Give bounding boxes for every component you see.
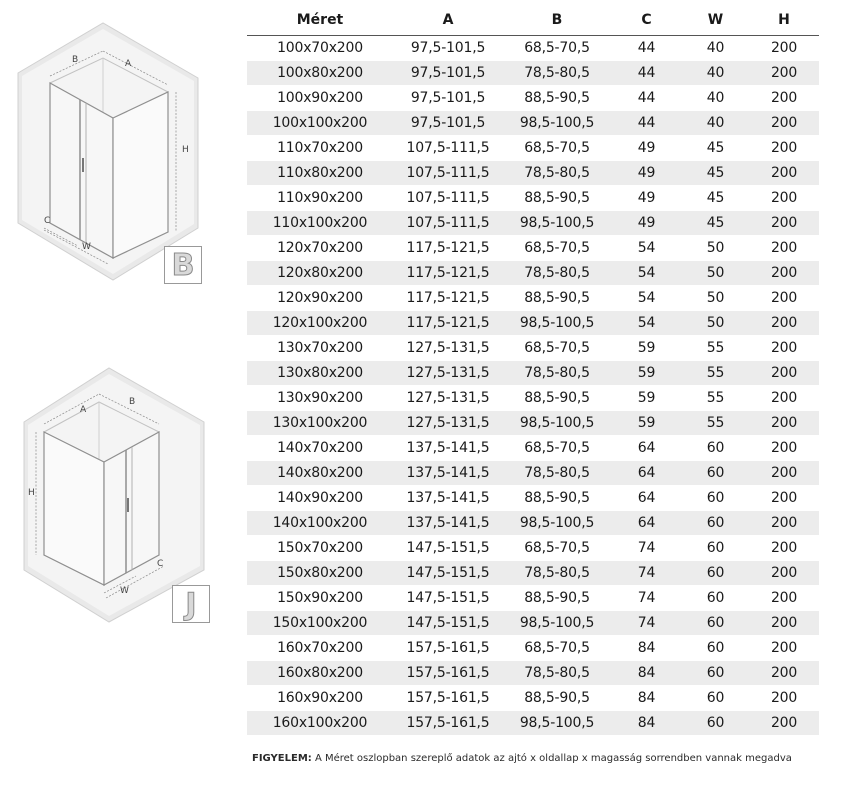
table-row bbox=[247, 661, 819, 686]
dim-label-h: H bbox=[28, 488, 35, 498]
cell-w: 40 bbox=[682, 111, 749, 136]
cell-w: 45 bbox=[682, 186, 749, 211]
column-header-h: H bbox=[749, 4, 819, 36]
cell-c: 64 bbox=[611, 461, 682, 486]
cell-h: 200 bbox=[749, 411, 819, 436]
table-row bbox=[247, 361, 819, 386]
cell-w: 45 bbox=[682, 136, 749, 161]
cell-size: 110x80x200 bbox=[247, 161, 393, 186]
cell-w: 60 bbox=[682, 461, 749, 486]
dim-label-a: A bbox=[80, 405, 87, 415]
cell-b: 78,5-80,5 bbox=[503, 261, 611, 286]
cell-a: 147,5-151,5 bbox=[393, 536, 503, 561]
cell-a: 147,5-151,5 bbox=[393, 586, 503, 611]
cell-size: 160x90x200 bbox=[247, 686, 393, 711]
cell-w: 40 bbox=[682, 61, 749, 86]
cell-b: 78,5-80,5 bbox=[503, 461, 611, 486]
cell-c: 74 bbox=[611, 586, 682, 611]
cell-size: 130x100x200 bbox=[247, 411, 393, 436]
cell-a: 97,5-101,5 bbox=[393, 36, 503, 61]
column-header-b: B bbox=[503, 4, 611, 36]
cell-c: 44 bbox=[611, 86, 682, 111]
cell-h: 200 bbox=[749, 661, 819, 686]
cell-c: 64 bbox=[611, 486, 682, 511]
cell-h: 200 bbox=[749, 486, 819, 511]
cell-c: 44 bbox=[611, 111, 682, 136]
notice-body: A Méret oszlopban szereplő adatok az ajtó x oldallap x magasság sorrendben vannak megadva bbox=[311, 753, 792, 764]
table-row bbox=[247, 586, 819, 611]
cell-w: 50 bbox=[682, 311, 749, 336]
cell-w: 60 bbox=[682, 511, 749, 536]
cell-w: 55 bbox=[682, 361, 749, 386]
cell-b: 88,5-90,5 bbox=[503, 486, 611, 511]
column-header-a: A bbox=[393, 4, 503, 36]
table-row bbox=[247, 461, 819, 486]
cell-b: 68,5-70,5 bbox=[503, 36, 611, 61]
cell-a: 137,5-141,5 bbox=[393, 486, 503, 511]
cell-b: 88,5-90,5 bbox=[503, 186, 611, 211]
dim-label-a: A bbox=[125, 59, 132, 69]
table-row bbox=[247, 686, 819, 711]
cell-w: 60 bbox=[682, 486, 749, 511]
cell-c: 54 bbox=[611, 261, 682, 286]
table-row bbox=[247, 86, 819, 111]
cell-a: 157,5-161,5 bbox=[393, 661, 503, 686]
cell-b: 88,5-90,5 bbox=[503, 86, 611, 111]
cell-b: 78,5-80,5 bbox=[503, 161, 611, 186]
cell-w: 40 bbox=[682, 86, 749, 111]
cell-c: 74 bbox=[611, 561, 682, 586]
cell-c: 59 bbox=[611, 411, 682, 436]
cell-a: 157,5-161,5 bbox=[393, 686, 503, 711]
cell-c: 44 bbox=[611, 36, 682, 61]
cell-w: 60 bbox=[682, 536, 749, 561]
table-row bbox=[247, 486, 819, 511]
cell-w: 55 bbox=[682, 386, 749, 411]
cell-h: 200 bbox=[749, 236, 819, 261]
cell-h: 200 bbox=[749, 711, 819, 736]
cell-a: 127,5-131,5 bbox=[393, 361, 503, 386]
cell-b: 98,5-100,5 bbox=[503, 711, 611, 736]
size-table bbox=[247, 4, 819, 736]
cell-size: 150x80x200 bbox=[247, 561, 393, 586]
cell-h: 200 bbox=[749, 61, 819, 86]
cell-b: 68,5-70,5 bbox=[503, 336, 611, 361]
cell-size: 160x80x200 bbox=[247, 661, 393, 686]
size-table-container bbox=[247, 4, 819, 736]
cell-size: 100x100x200 bbox=[247, 111, 393, 136]
table-row bbox=[247, 561, 819, 586]
cell-b: 88,5-90,5 bbox=[503, 386, 611, 411]
cell-size: 140x80x200 bbox=[247, 461, 393, 486]
cell-b: 98,5-100,5 bbox=[503, 611, 611, 636]
cell-c: 49 bbox=[611, 211, 682, 236]
table-row bbox=[247, 611, 819, 636]
cell-h: 200 bbox=[749, 386, 819, 411]
cell-a: 117,5-121,5 bbox=[393, 311, 503, 336]
dim-label-w: W bbox=[120, 586, 129, 596]
cell-h: 200 bbox=[749, 336, 819, 361]
cell-size: 100x70x200 bbox=[247, 36, 393, 61]
cell-c: 54 bbox=[611, 311, 682, 336]
cell-b: 88,5-90,5 bbox=[503, 686, 611, 711]
table-row bbox=[247, 311, 819, 336]
cell-h: 200 bbox=[749, 211, 819, 236]
cell-size: 130x70x200 bbox=[247, 336, 393, 361]
variant-letter-j: J bbox=[172, 585, 210, 623]
cell-a: 107,5-111,5 bbox=[393, 161, 503, 186]
cell-size: 100x80x200 bbox=[247, 61, 393, 86]
cell-a: 157,5-161,5 bbox=[393, 636, 503, 661]
table-row bbox=[247, 336, 819, 361]
cell-b: 68,5-70,5 bbox=[503, 236, 611, 261]
notice-text bbox=[252, 753, 852, 764]
cell-h: 200 bbox=[749, 36, 819, 61]
table-row bbox=[247, 636, 819, 661]
cell-a: 97,5-101,5 bbox=[393, 86, 503, 111]
cell-c: 84 bbox=[611, 636, 682, 661]
cell-b: 68,5-70,5 bbox=[503, 136, 611, 161]
cell-h: 200 bbox=[749, 436, 819, 461]
cell-h: 200 bbox=[749, 136, 819, 161]
cell-size: 120x70x200 bbox=[247, 236, 393, 261]
cell-b: 68,5-70,5 bbox=[503, 636, 611, 661]
cell-h: 200 bbox=[749, 286, 819, 311]
table-row bbox=[247, 386, 819, 411]
table-row bbox=[247, 511, 819, 536]
cell-size: 150x90x200 bbox=[247, 586, 393, 611]
cell-h: 200 bbox=[749, 611, 819, 636]
dim-label-b: B bbox=[129, 397, 136, 407]
dim-label-b: B bbox=[72, 55, 79, 65]
cell-a: 137,5-141,5 bbox=[393, 461, 503, 486]
cell-h: 200 bbox=[749, 461, 819, 486]
table-row bbox=[247, 61, 819, 86]
cell-size: 140x70x200 bbox=[247, 436, 393, 461]
cell-h: 200 bbox=[749, 111, 819, 136]
cell-size: 110x90x200 bbox=[247, 186, 393, 211]
column-header-c: C bbox=[611, 4, 682, 36]
table-row bbox=[247, 186, 819, 211]
cell-h: 200 bbox=[749, 161, 819, 186]
cell-a: 107,5-111,5 bbox=[393, 211, 503, 236]
cell-b: 78,5-80,5 bbox=[503, 661, 611, 686]
table-row bbox=[247, 711, 819, 736]
cell-a: 147,5-151,5 bbox=[393, 561, 503, 586]
cell-w: 60 bbox=[682, 436, 749, 461]
cell-size: 120x80x200 bbox=[247, 261, 393, 286]
cell-b: 78,5-80,5 bbox=[503, 361, 611, 386]
cell-size: 110x70x200 bbox=[247, 136, 393, 161]
cell-c: 64 bbox=[611, 436, 682, 461]
cell-c: 74 bbox=[611, 536, 682, 561]
notice-label: FIGYELEM: bbox=[252, 753, 312, 764]
variant-letter-b: B bbox=[164, 246, 202, 284]
table-header-row bbox=[247, 4, 819, 36]
column-header-w: W bbox=[682, 4, 749, 36]
cell-c: 54 bbox=[611, 236, 682, 261]
cell-c: 49 bbox=[611, 161, 682, 186]
cell-h: 200 bbox=[749, 536, 819, 561]
table-body bbox=[247, 36, 819, 736]
cell-c: 84 bbox=[611, 686, 682, 711]
column-header-size: Méret bbox=[247, 4, 393, 36]
cell-b: 98,5-100,5 bbox=[503, 411, 611, 436]
cell-c: 84 bbox=[611, 711, 682, 736]
table-row bbox=[247, 161, 819, 186]
cell-h: 200 bbox=[749, 86, 819, 111]
cell-size: 130x90x200 bbox=[247, 386, 393, 411]
cell-w: 50 bbox=[682, 261, 749, 286]
cell-w: 60 bbox=[682, 661, 749, 686]
cell-h: 200 bbox=[749, 586, 819, 611]
cell-a: 117,5-121,5 bbox=[393, 286, 503, 311]
cell-size: 150x70x200 bbox=[247, 536, 393, 561]
cell-w: 55 bbox=[682, 336, 749, 361]
cell-c: 44 bbox=[611, 61, 682, 86]
cell-w: 60 bbox=[682, 636, 749, 661]
cell-a: 157,5-161,5 bbox=[393, 711, 503, 736]
table-row bbox=[247, 111, 819, 136]
cell-c: 64 bbox=[611, 511, 682, 536]
cell-b: 98,5-100,5 bbox=[503, 111, 611, 136]
cell-c: 59 bbox=[611, 336, 682, 361]
cell-a: 107,5-111,5 bbox=[393, 136, 503, 161]
table-row bbox=[247, 411, 819, 436]
cell-b: 78,5-80,5 bbox=[503, 61, 611, 86]
cell-size: 160x100x200 bbox=[247, 711, 393, 736]
table-row bbox=[247, 36, 819, 61]
table-row bbox=[247, 236, 819, 261]
cell-c: 59 bbox=[611, 361, 682, 386]
cell-c: 49 bbox=[611, 136, 682, 161]
table-row bbox=[247, 261, 819, 286]
cell-b: 88,5-90,5 bbox=[503, 586, 611, 611]
cell-h: 200 bbox=[749, 511, 819, 536]
cell-w: 55 bbox=[682, 411, 749, 436]
cell-size: 130x80x200 bbox=[247, 361, 393, 386]
dim-label-w: W bbox=[82, 242, 91, 252]
cell-w: 60 bbox=[682, 586, 749, 611]
cell-a: 97,5-101,5 bbox=[393, 111, 503, 136]
cell-c: 59 bbox=[611, 386, 682, 411]
cell-b: 98,5-100,5 bbox=[503, 511, 611, 536]
cell-c: 49 bbox=[611, 186, 682, 211]
cell-h: 200 bbox=[749, 636, 819, 661]
cell-w: 45 bbox=[682, 161, 749, 186]
cell-w: 50 bbox=[682, 286, 749, 311]
cell-w: 60 bbox=[682, 611, 749, 636]
cell-a: 97,5-101,5 bbox=[393, 61, 503, 86]
cell-size: 110x100x200 bbox=[247, 211, 393, 236]
cell-b: 98,5-100,5 bbox=[503, 211, 611, 236]
cell-a: 127,5-131,5 bbox=[393, 336, 503, 361]
cell-size: 120x90x200 bbox=[247, 286, 393, 311]
table-row bbox=[247, 211, 819, 236]
cell-h: 200 bbox=[749, 186, 819, 211]
cell-h: 200 bbox=[749, 361, 819, 386]
cell-b: 78,5-80,5 bbox=[503, 561, 611, 586]
diagram-panel bbox=[0, 0, 240, 796]
cell-h: 200 bbox=[749, 311, 819, 336]
cell-a: 107,5-111,5 bbox=[393, 186, 503, 211]
table-row bbox=[247, 436, 819, 461]
cell-a: 127,5-131,5 bbox=[393, 386, 503, 411]
cell-w: 60 bbox=[682, 686, 749, 711]
cell-a: 137,5-141,5 bbox=[393, 511, 503, 536]
table-row bbox=[247, 286, 819, 311]
cell-w: 60 bbox=[682, 711, 749, 736]
cell-a: 117,5-121,5 bbox=[393, 261, 503, 286]
cell-b: 98,5-100,5 bbox=[503, 311, 611, 336]
cell-b: 68,5-70,5 bbox=[503, 436, 611, 461]
cell-h: 200 bbox=[749, 686, 819, 711]
cell-w: 60 bbox=[682, 561, 749, 586]
table-row bbox=[247, 136, 819, 161]
cell-size: 120x100x200 bbox=[247, 311, 393, 336]
cell-size: 140x90x200 bbox=[247, 486, 393, 511]
cell-w: 45 bbox=[682, 211, 749, 236]
cell-a: 147,5-151,5 bbox=[393, 611, 503, 636]
table-row bbox=[247, 536, 819, 561]
dim-label-c: C bbox=[44, 216, 51, 226]
cell-a: 137,5-141,5 bbox=[393, 436, 503, 461]
cell-w: 40 bbox=[682, 36, 749, 61]
cell-c: 74 bbox=[611, 611, 682, 636]
cell-a: 117,5-121,5 bbox=[393, 236, 503, 261]
cell-h: 200 bbox=[749, 561, 819, 586]
cell-size: 150x100x200 bbox=[247, 611, 393, 636]
dim-label-h: H bbox=[182, 145, 189, 155]
cell-c: 54 bbox=[611, 286, 682, 311]
cell-w: 50 bbox=[682, 236, 749, 261]
cell-size: 100x90x200 bbox=[247, 86, 393, 111]
cell-c: 84 bbox=[611, 661, 682, 686]
cell-size: 140x100x200 bbox=[247, 511, 393, 536]
cell-h: 200 bbox=[749, 261, 819, 286]
cell-b: 68,5-70,5 bbox=[503, 536, 611, 561]
cell-a: 127,5-131,5 bbox=[393, 411, 503, 436]
cell-size: 160x70x200 bbox=[247, 636, 393, 661]
cell-b: 88,5-90,5 bbox=[503, 286, 611, 311]
dim-label-c: C bbox=[157, 559, 164, 569]
